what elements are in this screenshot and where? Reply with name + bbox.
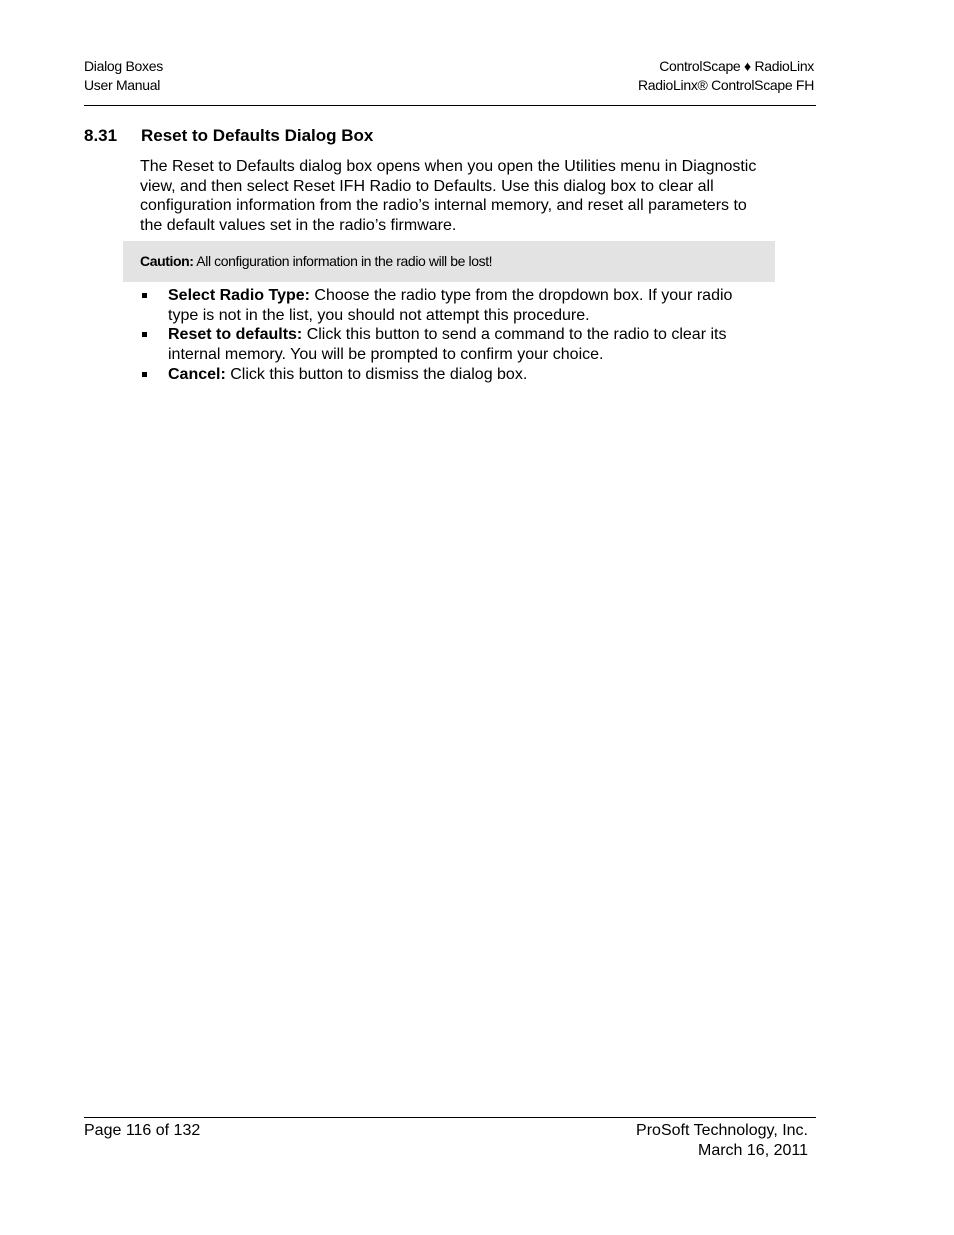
section-number: 8.31 <box>84 126 118 145</box>
header-doc-type: User Manual <box>84 77 161 93</box>
square-bullet-icon <box>142 372 147 377</box>
intro-paragraph: The Reset to Defaults dialog box opens when you open the Utilities menu in Diagnostic view, and then select Reset IFH Radio to Defaults. Use this dialog box to clear all configuration information from the radio’s internal memory, and reset all parameters to the default values set in the radio’s firmware. <box>140 158 757 235</box>
caution-box <box>123 241 775 282</box>
list-item-text: Choose the radio type from the dropdown box. If your radio type is not in the list, you should not attempt this procedure. <box>168 287 733 324</box>
header-chapter: Dialog Boxes <box>84 58 163 74</box>
footer-date: March 16, 2011 <box>698 1141 808 1159</box>
list-item-text: Click this button to dismiss the dialog box. <box>225 365 528 383</box>
list-item <box>140 286 760 325</box>
list-item-term: Select Radio Type: <box>168 287 310 304</box>
square-bullet-icon <box>142 332 147 337</box>
square-bullet-icon <box>142 293 147 298</box>
caution-text <box>140 253 492 269</box>
caution-message: All configuration information in the radio will be lost! <box>193 253 493 269</box>
header-left <box>84 57 163 95</box>
section-title: Reset to Defaults Dialog Box <box>141 126 374 145</box>
footer-company: ProSoft Technology, Inc. <box>636 1122 808 1139</box>
list-item-text: Click this button to send a command to the radio to clear its internal memory. You will be prompted to confirm your choice. <box>168 326 727 364</box>
option-list <box>140 286 760 385</box>
page-footer <box>84 1117 816 1159</box>
header-right <box>638 57 814 95</box>
section-heading <box>84 126 373 146</box>
footer-right <box>636 1121 808 1160</box>
list-item-term: Cancel: <box>168 365 226 383</box>
header-product-name: RadioLinx® ControlScape FH <box>637 77 814 93</box>
page-number: Page 116 of 132 <box>84 1122 201 1139</box>
list-item-term: Reset to defaults: <box>168 326 303 344</box>
page-header <box>84 57 816 106</box>
list-item <box>140 325 760 364</box>
header-product-line: ControlScape ♦ RadioLinx <box>659 58 814 74</box>
list-item <box>140 365 760 385</box>
caution-label: Caution: <box>140 253 194 269</box>
